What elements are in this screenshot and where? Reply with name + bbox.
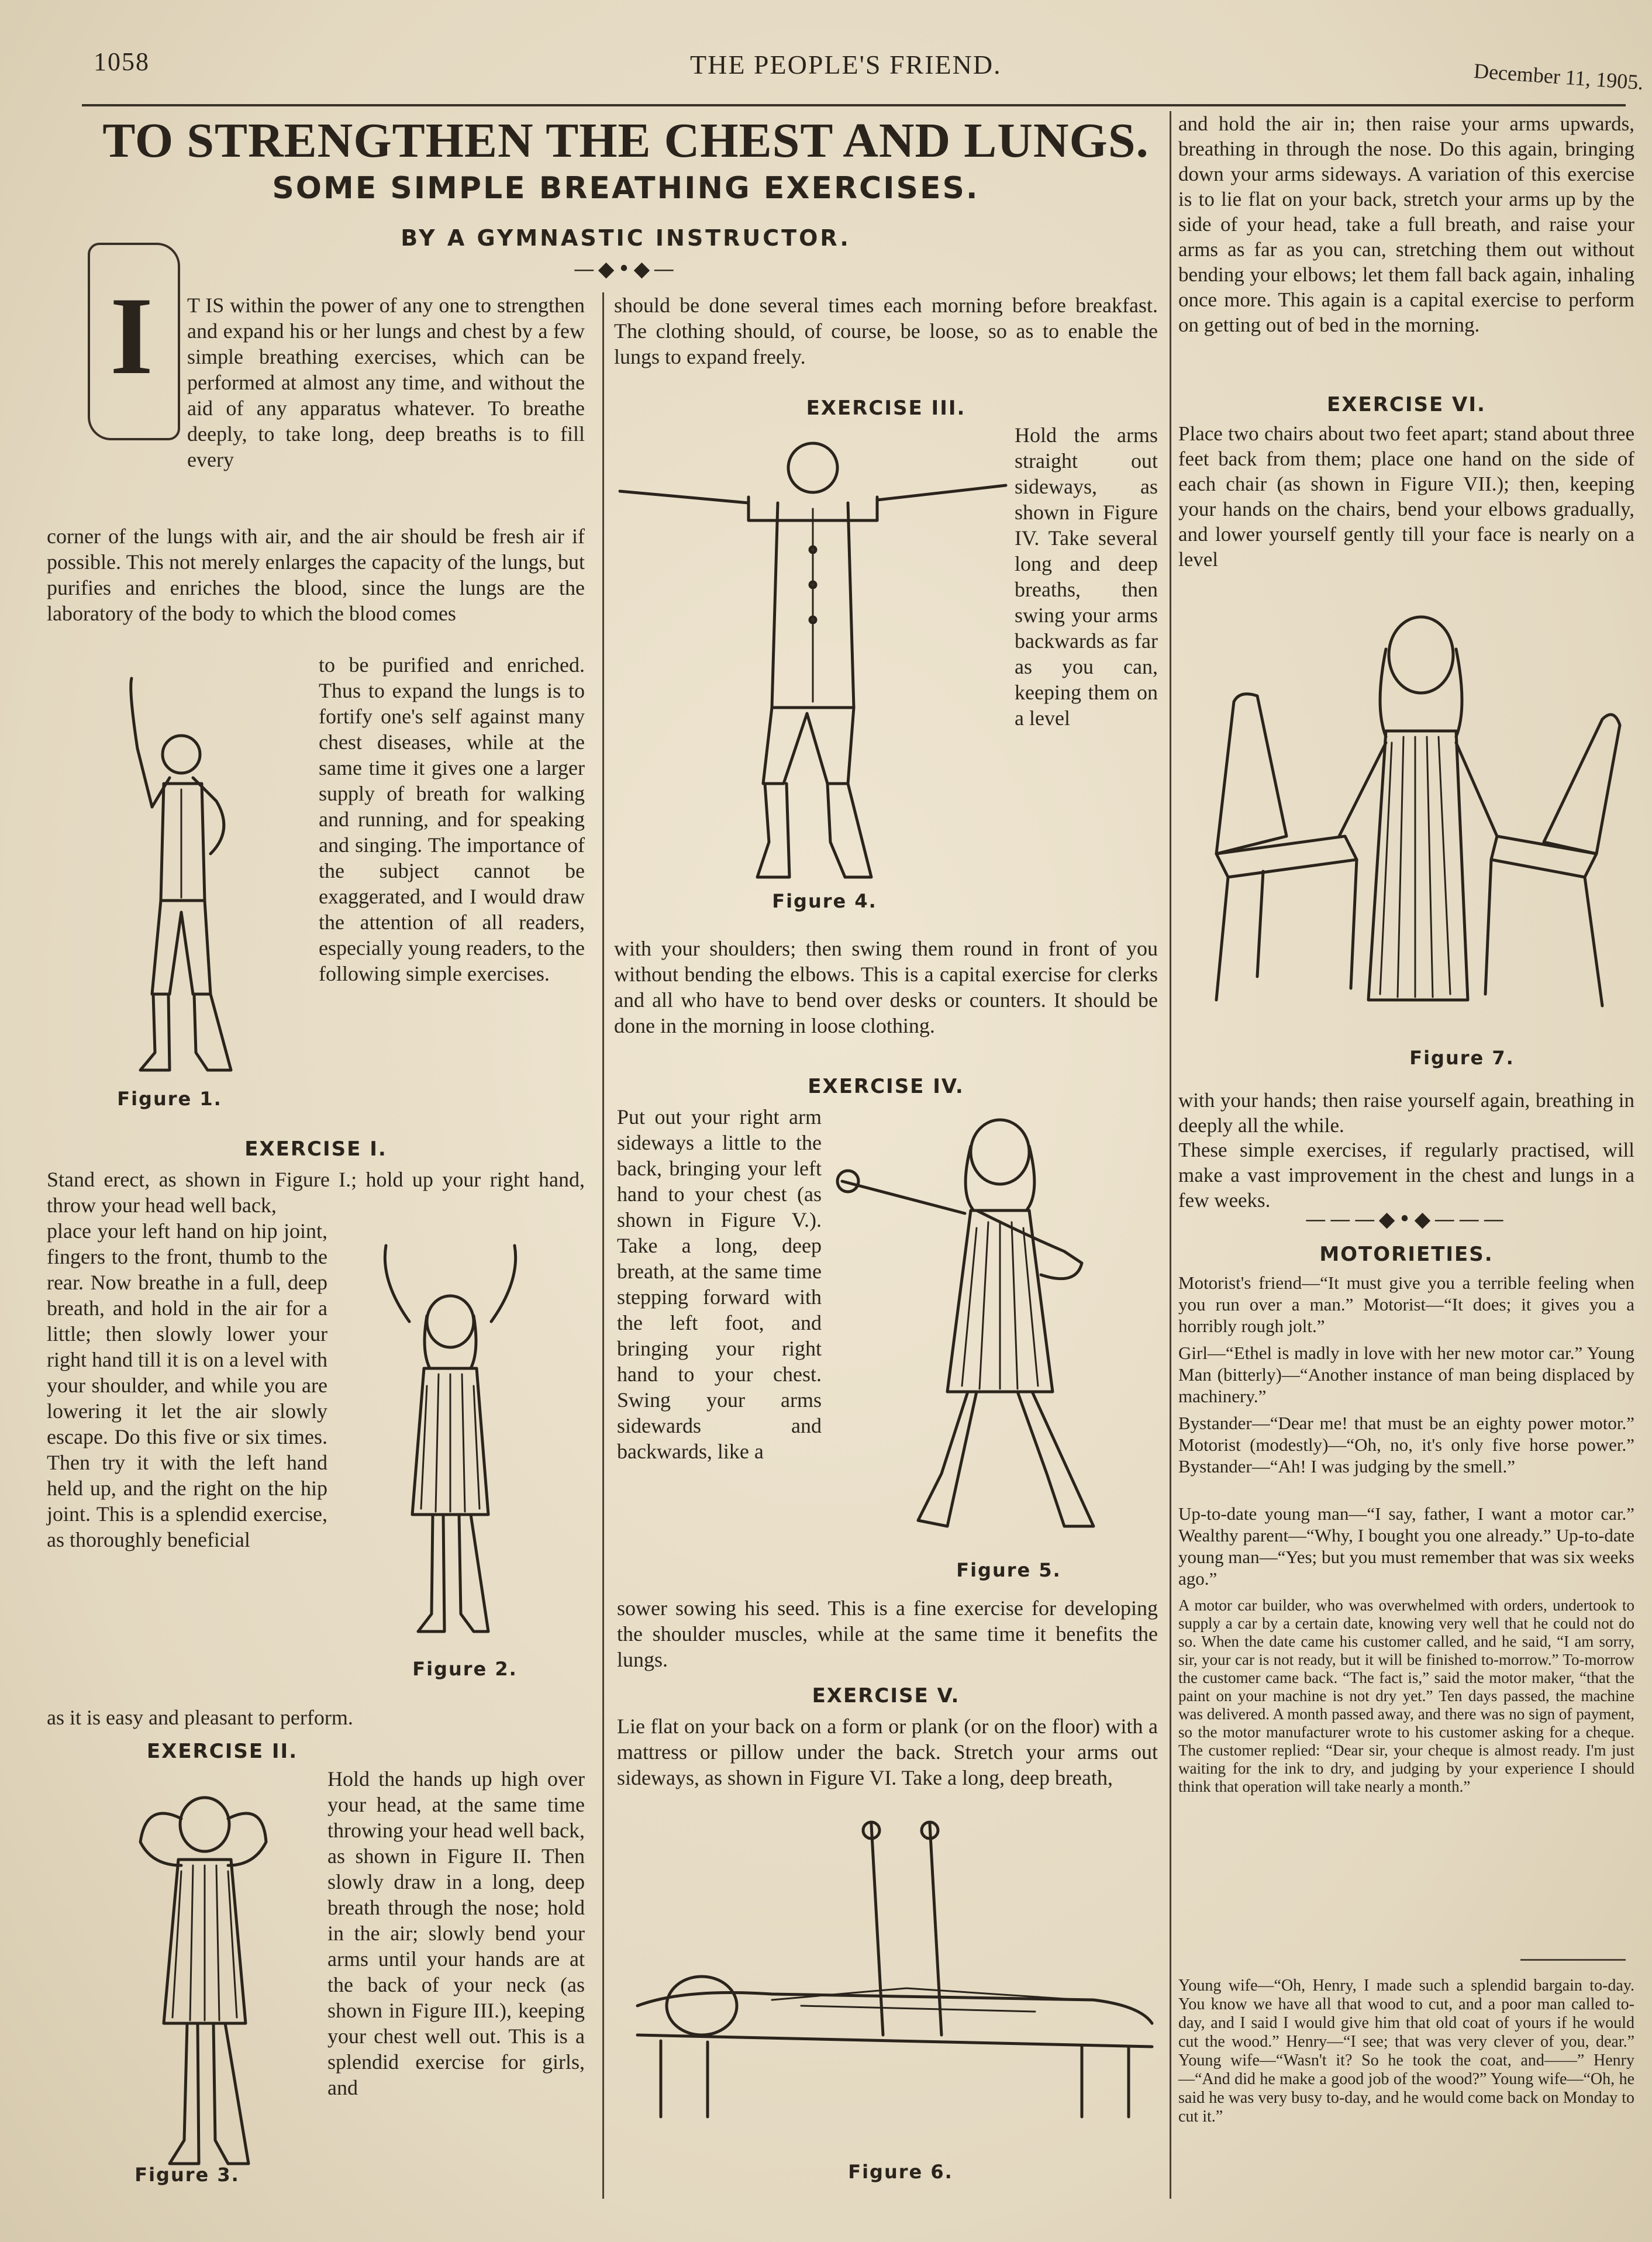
exercise-4-full-text: sower sowing his seed. This is a fine exercise for developing the shoulder muscles, while at the same time it benefits the lungs. bbox=[617, 1596, 1158, 1671]
exercise-1-full-text: Stand erect, as shown in Figure I.; hold up your right hand, throw your head well back, bbox=[47, 1168, 585, 1217]
intro-narrow-paragraph: to be purified and enriched. Thus to expand the lungs is to fortify one's self against many chest diseases, while at the same time it gives one a larger supply of breath for walking and running, and for speaking and singing. The importance of the subject cannot be exaggerated, and I would draw the attention of all readers, especially young readers, to the following simple exercises. bbox=[319, 653, 585, 985]
exercise-6-tail-text: with your hands; then raise yourself again, breathing in deeply all the while. bbox=[1178, 1089, 1634, 1137]
figure-2-illustration bbox=[363, 1234, 538, 1655]
exercise-4-heading: EXERCISE IV. bbox=[808, 1075, 964, 1098]
issue-date: December 11, 1905. bbox=[1472, 58, 1644, 95]
figure-4-caption: Figure 4. bbox=[772, 890, 877, 912]
figure-6-caption: Figure 6. bbox=[848, 2161, 953, 2183]
exercise-5-heading: EXERCISE V. bbox=[812, 1684, 960, 1708]
figure-3-illustration bbox=[111, 1778, 287, 2187]
figure-7-illustration bbox=[1193, 591, 1637, 1035]
joke-6: Young wife—“Oh, Henry, I made such a splendid bargain to-day. You know we have all that wood to cut, and a poor man called to-day, and I said I would give him that old coat of yours if he would cut the wood.” Henry—“I see; that was very clever of you, dear.” Young wife—“Wasn't it? So he took the coat, and——” Henry—“And did he make a good job of the wood?” Young wife—“Oh, he said he was very busy to-day, and he would come back on Monday to cut it.” bbox=[1178, 1977, 1634, 2126]
publication-name: THE PEOPLE'S FRIEND. bbox=[690, 50, 1002, 80]
exercise-1-tail-text: as it is easy and pleasant to perform. bbox=[47, 1706, 353, 1729]
column-rule-2 bbox=[1170, 111, 1171, 2199]
exercise-1-narrow-text: place your left hand on hip joint, fingers to the front, thumb to the rear. Now breathe in a full, deep breath, and hold in the air for a little; then slowly lower your right hand till it is on a level with your shoulder, and while you are lowering it let the air slowly escape. Do this five or six times. Then try it with the left hand held up, and the right on the hip joint. This is a splendid exercise, as thoroughly beneficial bbox=[47, 1219, 327, 1551]
figure-4-illustration bbox=[614, 433, 1012, 901]
column-3-top-text: and hold the air in; then raise your arms upwards, breathing in through the nose. Do this again, bringing down your arms sideways. A variation of this exercise is to lie flat on your back, stretch your arms up by the side of your head, take a full breath, and raise your arms as far as you can, stretching them out without bending your elbows; let them fall back again, inhaling once more. This again is a capital exercise to perform on getting out of bed in the morning. bbox=[1178, 112, 1634, 336]
joke-1: Motorist's friend—“It must give you a terrible feeling when you run over a man.” Motorist—“It does; it gives you a horribly rough jolt.” bbox=[1178, 1272, 1634, 1336]
exercise-6-text: Place two chairs about two feet apart; stand about three feet back from them; place one hand on the side of each chair (as shown in Figure VII.); then, keeping your hands on the chairs, bend your elbows gradually, and lower yourself gently till your face is nearly on a level bbox=[1178, 422, 1634, 571]
figure-1-caption: Figure 1. bbox=[117, 1088, 222, 1110]
joke-5: A motor car builder, who was overwhelmed with orders, undertook to supply a car by a certain date, knowing very well that he could not do so. When the date came his customer called, and he said, “I am sorry, sir, your car is not ready, but it will be finished to-morrow.” To-morrow the customer came back. “The fact is,” said the motor maker, “that the paint on your machine is not dry yet.” Ten days passed, the machine was delivered. A month passed away, and there was no sign of payment, so the motor manufacturer wrote to his customer asking for a cheque. The customer replied: “Dear sir, your cheque is almost ready. I'm just waiting for the ink to dry, and judging by your experience I should think that operation will take nearly a month.” bbox=[1178, 1596, 1634, 1795]
closing-paragraph: These simple exercises, if regularly practised, will make a vast improvement in the chest and lungs in a few weeks. bbox=[1178, 1139, 1634, 1212]
joke-3: Bystander—“Dear me! that must be an eighty power motor.” Motorist (modestly)—“Oh, no, it's only five horse power.” Bystander—“Ah! I was judging by the smell.” bbox=[1178, 1413, 1634, 1477]
exercise-3-full-text: with your shoulders; then swing them round in front of you without bending the elbows. This is a capital exercise for clerks and all who have to bend over desks or counters. It should be done in the morning in loose clothing. bbox=[614, 937, 1158, 1037]
exercise-5-text: Lie flat on your back on a form or plank (or on the floor) with a mattress or pillow under the back. Stretch your arms out sideways, as shown in Figure VI. Take a long, deep breath, bbox=[617, 1715, 1158, 1789]
column-rule-1 bbox=[602, 292, 604, 2199]
exercise-3-heading: EXERCISE III. bbox=[806, 396, 966, 420]
exercise-2-text: Hold the hands up high over your head, at the same time throwing your head well back, as shown in Figure II. Then slowly draw in a long, deep breath through the nose; hold in the air; slowly bend your arms until your hands are at the back of your neck (as shown in Figure III.), keeping your chest well out. This is a splendid exercise for girls, and bbox=[327, 1767, 585, 2099]
column-2-top-text: should be done several times each morning before breakfast. The clothing should, of course, be loose, so as to enable the lungs to expand freely. bbox=[614, 294, 1158, 368]
figure-6-illustration bbox=[626, 1813, 1164, 2152]
page-number: 1058 bbox=[94, 47, 150, 76]
exercise-4-narrow-text: Put out your right arm sideways a little to the back, bringing your left hand to your chest (as shown in Figure V.). Take a long, deep breath, at the same time stepping forward with the left foot, and bringing your right hand to your chest. Swing your arms sidewards and backwards, like a bbox=[617, 1105, 822, 1463]
motorieties-heading: MOTORIETIES. bbox=[1319, 1243, 1494, 1266]
exercise-6-heading: EXERCISE VI. bbox=[1327, 393, 1486, 416]
article-title: TO STRENGTHEN THE CHEST AND LUNGS. bbox=[102, 113, 1149, 168]
exercise-3-narrow-text: Hold the arms straight out sideways, as shown in Figure IV. Take several long and deep breaths, then swing your arms backwards as far as you can, keeping them on a level bbox=[1015, 423, 1158, 730]
figure-5-caption: Figure 5. bbox=[956, 1559, 1061, 1581]
figure-1-illustration bbox=[105, 667, 281, 1082]
figure-3-caption: Figure 3. bbox=[134, 2164, 240, 2186]
title-ornament: —◆•◆— bbox=[573, 257, 678, 281]
figure-7-caption: Figure 7. bbox=[1409, 1047, 1515, 1069]
header-rule bbox=[82, 104, 1626, 106]
figure-2-caption: Figure 2. bbox=[412, 1658, 518, 1680]
joke-4: Up-to-date young man—“I say, father, I want a motor car.” Wealthy parent—“Why, I bought you one already.” Up-to-date young man—“Yes; but you must remember that was six weeks ago.” bbox=[1178, 1503, 1634, 1589]
drop-cap: I bbox=[110, 275, 153, 398]
intro-lead-paragraph: T IS within the power of any one to strengthen and expand his or her lungs and chest by a few simple breathing exercises, which can be performed at almost any time, and without the aid of any apparatus whatever. To breathe deeply, to take long, deep breaths is to fill every bbox=[187, 294, 585, 471]
motorieties-ornament: ———◆•◆——— bbox=[1305, 1208, 1508, 1232]
joke-2: Girl—“Ethel is madly in love with her new motor car.” Young Man (bitterly)—“Another instance of man being displaced by machinery.” bbox=[1178, 1343, 1634, 1406]
intro-full-paragraph: corner of the lungs with air, and the air should be fresh air if possible. This not merely enlarges the capacity of the lungs, but purifies and enriches the blood, since the lungs are the laboratory of the body to which the blood comes bbox=[47, 525, 585, 625]
article-subtitle: SOME SIMPLE BREATHING EXERCISES. bbox=[272, 171, 980, 206]
figure-5-illustration bbox=[830, 1111, 1158, 1567]
exercise-1-heading: EXERCISE I. bbox=[244, 1137, 387, 1161]
exercise-2-heading: EXERCISE II. bbox=[146, 1740, 298, 1763]
joke-divider bbox=[1520, 1959, 1626, 1961]
article-byline: BY A GYMNASTIC INSTRUCTOR. bbox=[401, 225, 851, 251]
